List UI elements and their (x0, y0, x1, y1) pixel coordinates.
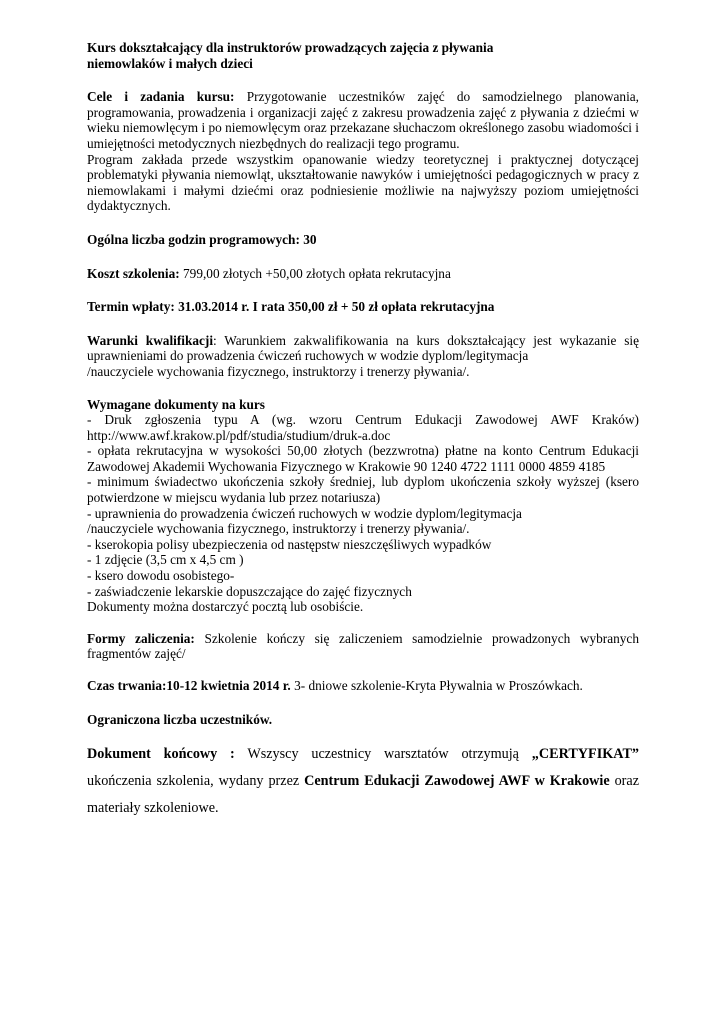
documents-section (87, 397, 639, 413)
cost-text: 799,00 złotych +50,00 złotych opłata rekrutacyjna (179, 265, 451, 281)
qualification-text: : Warunkiem zakwalifikowania na kurs dokształcający jest wykazanie się uprawnieniami do prowadzenia ćwiczeń ruchowych w wodzie dyplom/legitymacja (87, 332, 639, 364)
assessment-section (87, 631, 639, 662)
list-item: - uprawnienia do prowadzenia ćwiczeń ruchowych w wodzie dyplom/legitymacja (87, 505, 522, 521)
course-title-line-2: niemowlaków i małych dzieci (87, 55, 253, 71)
duration-label: Czas trwania:10-12 kwietnia 2014 r. (87, 678, 291, 693)
list-item: - opłata rekrutacyjna w wysokości 50,00 złotych (bezzwrotna) płatne na konto Centrum Edukacji Zawodowej Akademii Wychowania Fizycznego w Krakowie 90 1240 4722 1111 0000 4859 4185 (87, 443, 639, 474)
assessment-text: Szkolenie kończy się zaliczeniem samodzielnie prowadzonych wybranych fragmentów zajęć/ (87, 630, 639, 662)
course-title-line-1: Kurs dokształcający dla instruktorów prowadzących zajęcia z pływania (87, 40, 494, 55)
final-document-text-1: Wszyscy uczestnicy warsztatów otrzymują (234, 746, 532, 763)
course-title (87, 40, 639, 71)
cost-label: Koszt szkolenia: (87, 265, 180, 281)
hours-section (87, 232, 639, 248)
cost-section (87, 266, 639, 282)
goals-text: Przygotowanie uczestników zajęć do samodzielnego planowania, programowania, prowadzenia i organizacji zajęć z zakresu prowadzenia zajęć z pływania z dziećmi w wieku niemowlęcym i po niemowlęcym oraz przekazane słuchaczom określonego zasobu wiadomości i umiejętności metodycznych niezbędnych do realizacji tego programu. (87, 89, 640, 151)
list-item: - ksero dowodu osobistego- (87, 568, 235, 584)
assessment-label: Formy zaliczenia: (87, 630, 195, 646)
goals-label: Cele i zadania kursu: (87, 89, 235, 105)
documents-note: Dokumenty można dostarczyć pocztą lub osobiście. (87, 599, 364, 615)
goals-section (87, 89, 639, 151)
documents-list (87, 412, 639, 599)
list-item: - kserokopia polisy ubezpieczenia od następstw nieszczęśliwych wypadków (87, 536, 492, 552)
certificate-name: „CERTYFIKAT” (531, 746, 639, 763)
limited-section (87, 712, 639, 728)
list-item: - 1 zdjęcie (3,5 cm x 4,5 cm ) (87, 552, 244, 568)
duration-text: 3- dniowe szkolenie-Kryta Pływalnia w Proszówkach. (290, 678, 583, 693)
duration-section (87, 678, 639, 694)
issuing-center: Centrum Edukacji Zawodowej AWF w Krakowie (304, 773, 610, 790)
list-item: - zaświadczenie lekarskie dopuszczające do zajęć fizycznych (87, 583, 412, 599)
hours-text: Ogólna liczba godzin programowych: 30 (87, 231, 317, 247)
qualification-section (87, 333, 639, 364)
list-item: /nauczyciele wychowania fizycznego, instruktorzy i trenerzy pływania/. (87, 521, 470, 537)
final-document-section (87, 741, 639, 822)
limited-text: Ograniczona liczba uczestników. (87, 711, 273, 727)
documents-label: Wymagane dokumenty na kurs (87, 396, 265, 412)
qualification-label: Warunki kwalifikacji (87, 332, 214, 348)
final-document-text-2: ukończenia szkolenia, wydany przez (87, 773, 305, 790)
qualification-text-2: /nauczyciele wychowania fizycznego, instruktorzy i trenerzy pływania/. (87, 363, 470, 379)
payment-text: Termin wpłaty: 31.03.2014 r. I rata 350,00 zł + 50 zł opłata rekrutacyjna (87, 299, 495, 315)
document-page (87, 40, 639, 822)
final-document-text-3: oraz materiały szkoleniowe. (87, 773, 640, 817)
final-document-label: Dokument końcowy : (87, 746, 235, 763)
payment-section (87, 299, 639, 315)
list-item: - Druk zgłoszenia typu A (wg. wzoru Centrum Edukacji Zawodowej AWF Kraków) http://www.awf.krakow.pl/pdf/studia/studium/druk-a.doc (87, 412, 639, 443)
list-item: - minimum świadectwo ukończenia szkoły średniej, lub dyplom ukończenia szkoły wyższej (ksero potwierdzone w miejscu wydania lub przez notariusza) (87, 474, 639, 506)
goals-text-2: Program zakłada przede wszystkim opanowanie wiedzy teoretycznej i praktycznej dotyczącej problematyki pływania niemowląt, ukształtowanie nawyków i umiejętności pedagogicznych w pracy z niemowlakami i małymi dziećmi oraz podniesienie możliwie na najwyższy poziom umiejętności dydaktycznych. (87, 151, 639, 214)
